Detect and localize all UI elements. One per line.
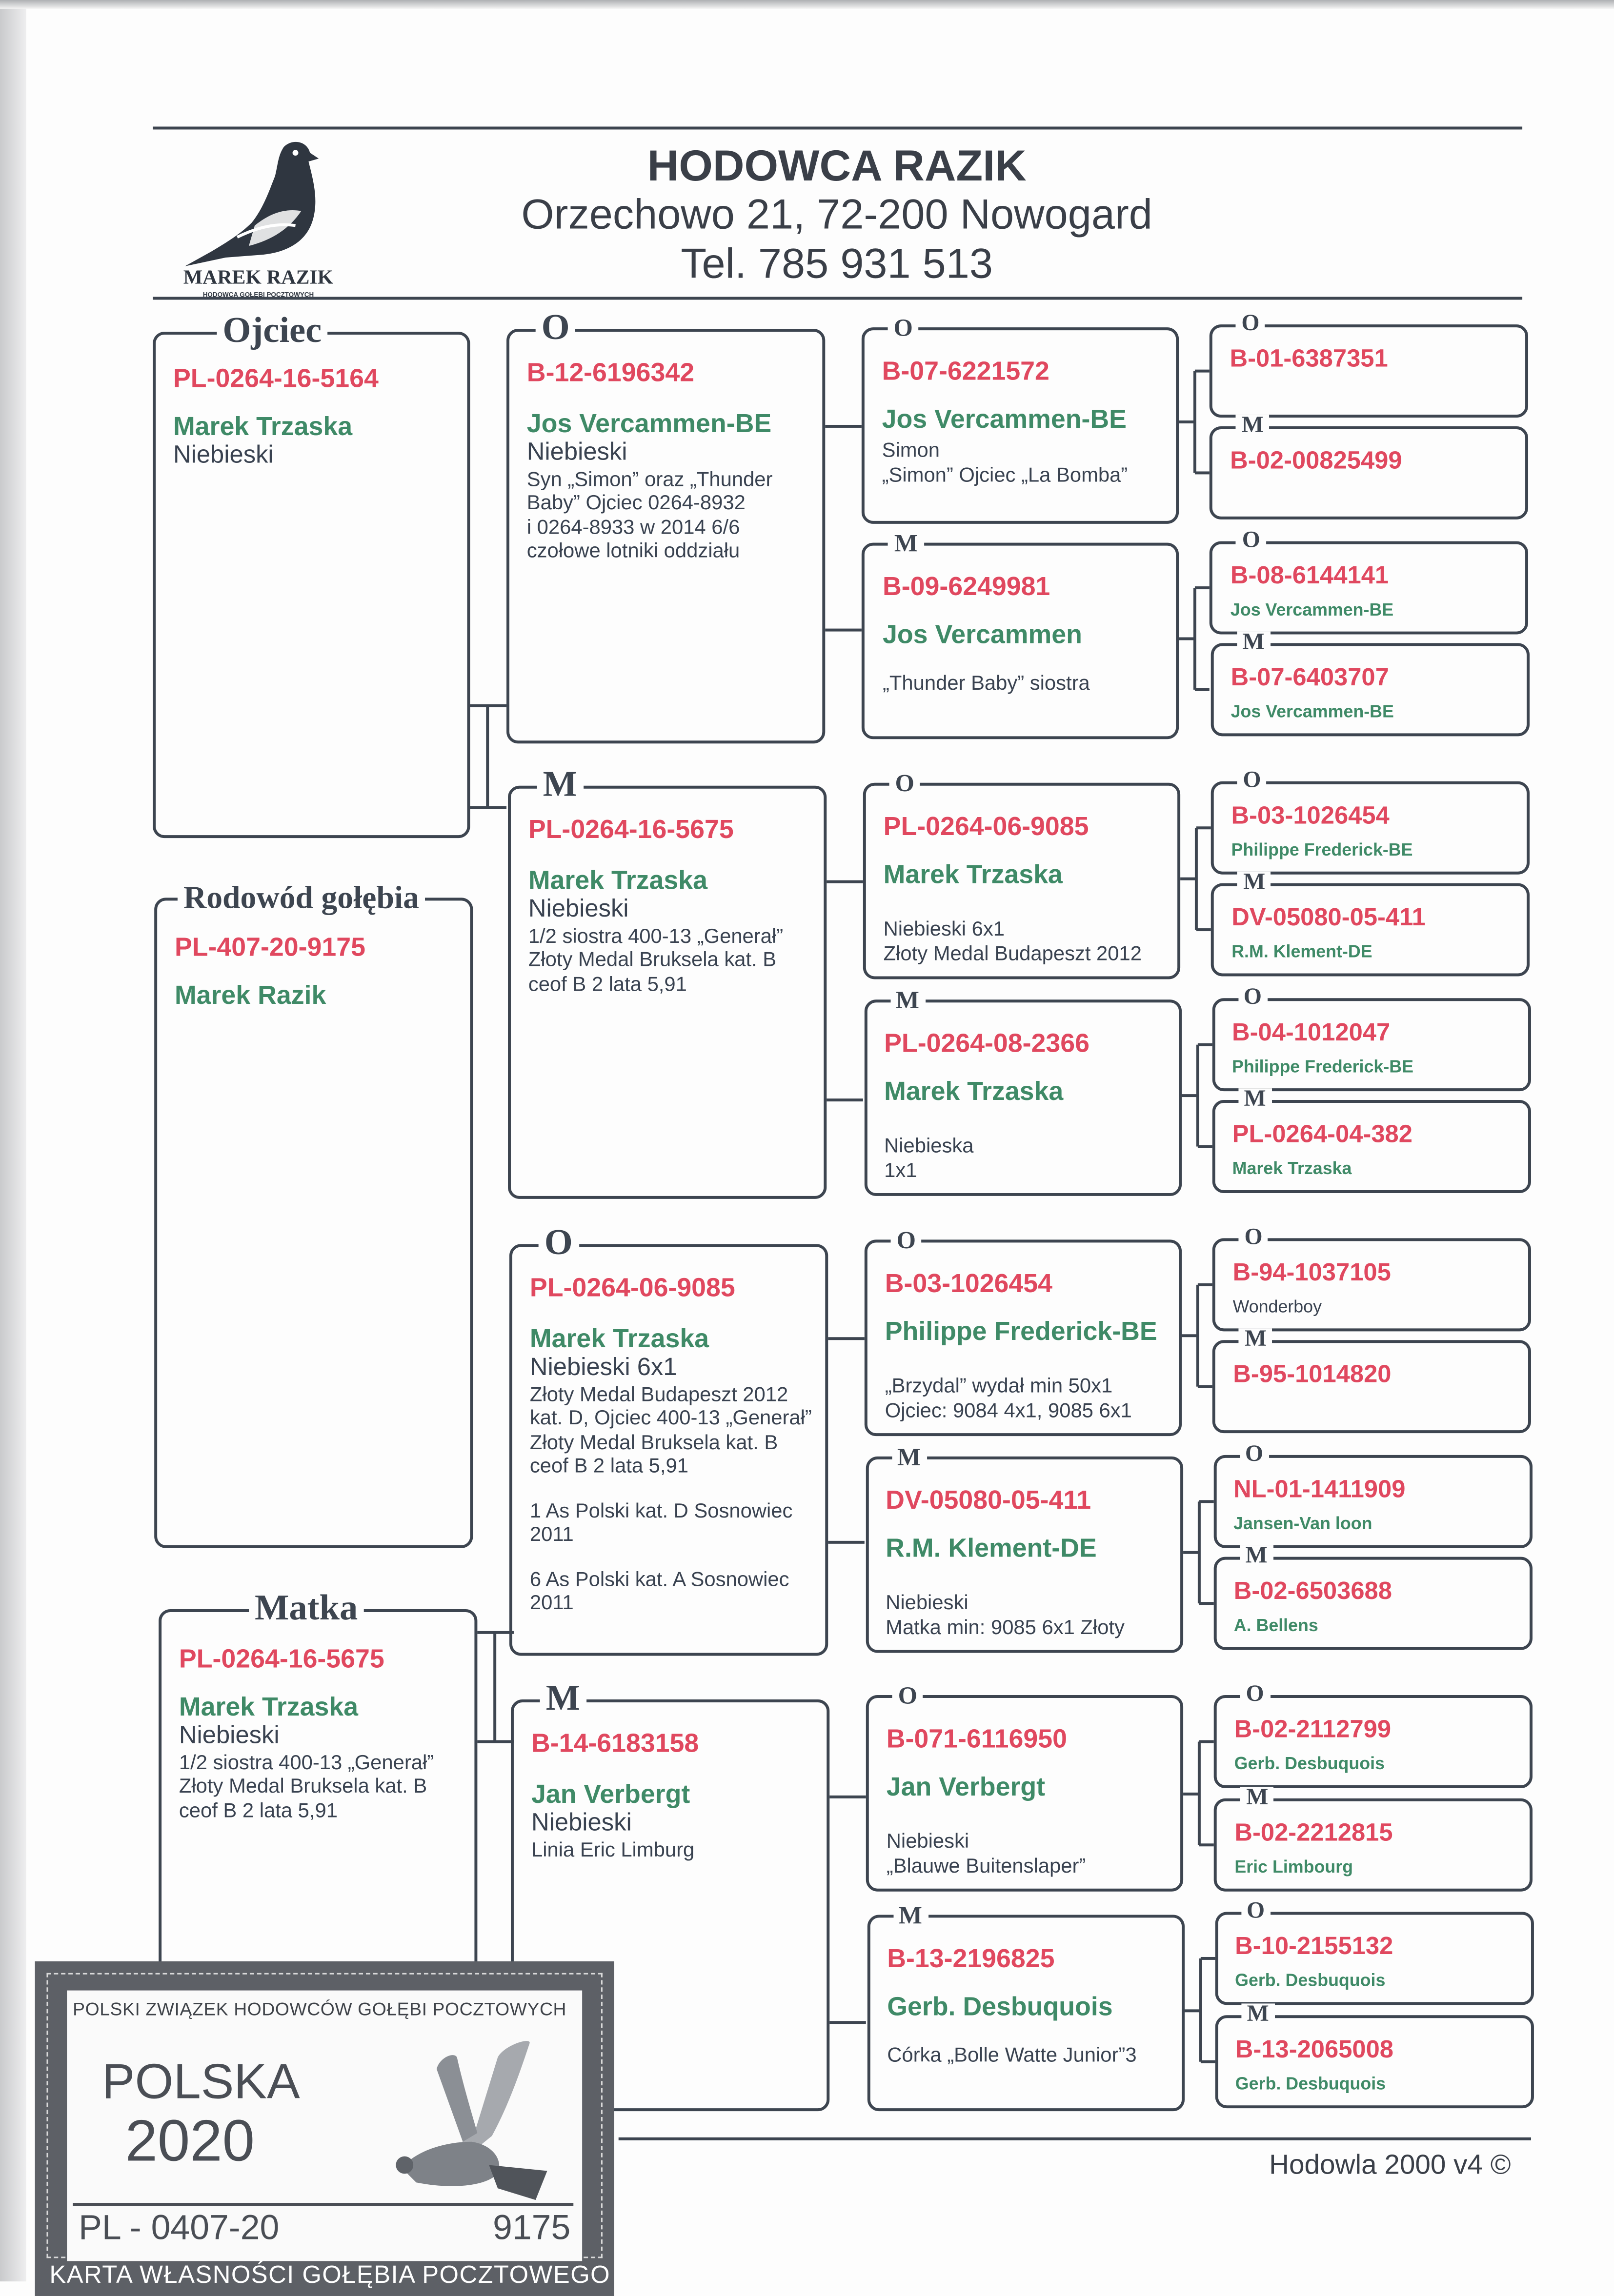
box-content <box>1232 1103 1522 1178</box>
note-paragraph <box>530 1567 820 1615</box>
box-content <box>882 330 1170 487</box>
relation-label: O <box>1240 1684 1270 1707</box>
note-line: Syn „Simon” oraz „Thunder <box>526 466 773 490</box>
relation-label: O <box>889 771 920 796</box>
ring-number: B-12-6196342 <box>526 358 695 387</box>
box-content <box>886 1459 1174 1639</box>
box-content <box>1235 2018 1525 2094</box>
note-line: 1/2 siostra 400-13 „Generał” <box>179 1750 434 1774</box>
relation-label: M <box>1240 1787 1274 1811</box>
connector-line <box>1193 371 1196 473</box>
note-paragraph <box>530 1498 820 1547</box>
breeder-logo <box>167 135 349 298</box>
relation-label: O <box>1239 1444 1269 1467</box>
connector-line <box>828 1541 865 1544</box>
connector-line <box>1196 928 1211 931</box>
note-line: ceof B 2 lata 5,91 <box>529 1454 688 1477</box>
connector-line <box>1184 2009 1200 2012</box>
box-content <box>1231 886 1521 962</box>
box-content <box>885 1242 1173 1422</box>
note-line: Złoty Medal Bruksela kat. B <box>528 947 777 971</box>
box-content <box>1233 1458 1523 1534</box>
breeder-address: Orzechowo 21, 72-200 Nowogard <box>521 192 1152 239</box>
connector-line <box>1200 1957 1215 1960</box>
great-grandparent-box <box>1213 1327 1532 1433</box>
ring-number: B-02-2112799 <box>1234 1715 1392 1743</box>
relation-label: O <box>891 1228 922 1253</box>
connector-line <box>1182 1334 1198 1337</box>
color-text: Niebieski <box>531 1808 632 1837</box>
ring-number: B-09-6249981 <box>883 572 1050 601</box>
connector-line <box>1195 370 1210 373</box>
box-content <box>1231 646 1521 721</box>
breeder-name: Marek Trzaska <box>884 1077 1064 1106</box>
relation-label: O <box>1241 1901 1271 1924</box>
note-line: Linia Eric Limburg <box>531 1837 695 1861</box>
note-line: „Thunder Baby” siostra <box>883 671 1090 694</box>
box-content <box>175 900 464 1011</box>
color-text: Niebieski 6x1 <box>529 1353 677 1381</box>
box-content <box>883 546 1171 696</box>
connector-line <box>1197 1145 1211 1148</box>
great-grandparent-box <box>1211 769 1530 875</box>
scan-edge <box>0 0 26 2281</box>
connector-line <box>1199 1843 1214 1846</box>
breeder-name: Jos Vercammen-BE <box>526 409 772 438</box>
note-line: Ojciec: 9084 4x1, 9085 6x1 <box>885 1398 1132 1421</box>
note-line: 2011 <box>529 1591 574 1614</box>
relation-label: Matka <box>249 1590 363 1627</box>
connector-line <box>1199 1740 1214 1743</box>
connector-line <box>1197 1501 1200 1603</box>
note-line: 1x1 <box>884 1158 917 1181</box>
ring-number: B-04-1012047 <box>1231 1018 1391 1046</box>
great-grandparent-box <box>1214 1682 1533 1788</box>
info-text: Philippe Frederick-BE <box>1231 1056 1413 1077</box>
great-grandparent-box <box>1211 870 1530 977</box>
card-ring-number: 9175 <box>493 2208 571 2248</box>
box-content <box>1234 1698 1524 1774</box>
parent-box-sire <box>506 308 825 743</box>
header-bottom-rule <box>153 297 1522 300</box>
notes <box>884 1134 1172 1182</box>
relation-label: M <box>1240 1546 1273 1569</box>
note-line: Matka min: 9085 6x1 Złoty <box>886 1615 1125 1638</box>
relation-label: M <box>891 1444 927 1469</box>
great-grandparent-box <box>1210 414 1528 519</box>
relation-label: O <box>536 310 576 346</box>
breeder-name: Jan Verbergt <box>886 1772 1046 1801</box>
relation-label: O <box>1239 1227 1269 1251</box>
relation-label: M <box>1236 415 1270 439</box>
connector-line <box>1195 1045 1198 1147</box>
ring-number: B-13-2065008 <box>1235 2036 1394 2063</box>
breeder-name: Marek Trzaska <box>528 865 708 895</box>
ring-number: PL-0264-16-5164 <box>173 363 379 393</box>
connector-line <box>827 880 864 883</box>
connector-line <box>830 2021 867 2024</box>
notes <box>886 1590 1174 1639</box>
great-grandparent-box <box>1210 630 1529 736</box>
note-paragraph <box>528 923 818 996</box>
relation-label: M <box>893 1903 928 1928</box>
box-content <box>1231 784 1521 860</box>
ring-number: B-95-1014820 <box>1233 1360 1392 1388</box>
connector-line <box>1180 878 1196 880</box>
grandparent-box <box>865 1443 1182 1653</box>
info-text: Wonderboy <box>1232 1296 1322 1317</box>
great-grandparent-box <box>1212 1225 1531 1331</box>
color-text: Niebieski <box>173 440 274 469</box>
info-text: Philippe Frederick-BE <box>1231 839 1413 860</box>
ring-number: B-07-6403707 <box>1231 663 1389 691</box>
great-grandparent-box <box>1210 528 1529 635</box>
note-line: Córka „Bolle Watte Junior”3 <box>887 2042 1137 2066</box>
breeder-name: Philippe Frederick-BE <box>885 1317 1157 1346</box>
note-paragraph <box>530 1382 820 1478</box>
note-line: Niebieski 6x1 <box>883 917 1005 940</box>
parent-box-dam <box>508 765 827 1199</box>
note-line: i 0264-8933 w 2014 6/6 <box>526 515 740 538</box>
card-caption: KARTA WŁASNOŚCI GOŁĘBIA POCZTOWEGO <box>49 2261 611 2289</box>
note-paragraph <box>527 467 817 563</box>
note-line: Niebieska <box>884 1133 974 1157</box>
sire-box <box>153 311 470 838</box>
relation-label: M <box>1239 1329 1272 1353</box>
grandparent-box <box>866 1681 1183 1892</box>
connector-line <box>1179 420 1195 423</box>
info-text: A. Bellens <box>1233 1615 1318 1636</box>
breeder-name: Marek Trzaska <box>883 859 1063 889</box>
ring-number: B-14-6183158 <box>531 1728 699 1758</box>
relation-label: M <box>890 988 925 1013</box>
box-content <box>1234 1801 1524 1877</box>
ring-number: B-02-2212815 <box>1234 1818 1393 1847</box>
relation-label: M <box>1237 632 1271 656</box>
ring-number: B-071-6116950 <box>886 1724 1067 1754</box>
note-line: Złoty Medal Budapeszt 2012 <box>883 941 1142 965</box>
ring-number: PL-407-20-9175 <box>174 933 365 962</box>
ring-number: PL-0264-06-9085 <box>529 1273 735 1302</box>
connector-line <box>1195 688 1210 691</box>
box-content <box>528 789 818 1016</box>
connector-line <box>1180 637 1196 640</box>
connector-line <box>1196 1285 1199 1387</box>
great-grandparent-box <box>1213 1442 1532 1548</box>
box-content <box>1230 429 1520 476</box>
connector-line <box>1196 826 1211 829</box>
notes <box>882 438 1170 487</box>
connector-line <box>826 629 862 632</box>
ring-number: B-01-6387351 <box>1230 344 1388 373</box>
box-content <box>179 1612 469 1822</box>
box-content <box>531 1702 821 1881</box>
info-text: Jansen-Van loon <box>1233 1513 1372 1534</box>
relation-label: M <box>1237 872 1271 896</box>
grandparent-box <box>862 314 1179 524</box>
connector-line <box>1200 2060 1215 2063</box>
great-grandparent-box <box>1214 1899 1533 2005</box>
note-line: Złoty Medal Budapeszt 2012 <box>529 1381 788 1405</box>
grandparent-box <box>862 529 1179 739</box>
connector-line <box>1199 1958 1202 2062</box>
connector-line <box>1198 1602 1213 1605</box>
ring-number: NL-01-1411909 <box>1233 1475 1406 1503</box>
ring-number: B-02-6503688 <box>1233 1577 1392 1605</box>
ring-number: DV-05080-05-411 <box>1231 903 1426 932</box>
breeder-name: Jos Vercammen <box>883 619 1082 649</box>
relation-label: M <box>1238 1089 1272 1112</box>
relation-label: O <box>1237 770 1267 794</box>
info-text: Eric Limbourg <box>1234 1857 1353 1877</box>
header-top-rule <box>153 127 1522 130</box>
note-line: „Blauwe Buitenslaper” <box>886 1853 1086 1877</box>
breeder-name: Marek Trzaska <box>529 1324 709 1354</box>
card-rule <box>73 2203 573 2206</box>
pigeon-logo-icon <box>167 135 349 269</box>
card-ring-prefix: PL - 0407-20 <box>79 2208 280 2248</box>
great-grandparent-box <box>1211 985 1530 1091</box>
note-line: ceof B 2 lata 5,91 <box>528 971 687 995</box>
relation-label: M <box>888 531 924 556</box>
connector-line <box>1194 588 1197 690</box>
dam-box <box>159 1589 477 1982</box>
breeder-name: Marek Trzaska <box>173 412 353 441</box>
card-country: POLSKA <box>101 2054 300 2110</box>
info-text: Jos Vercammen-BE <box>1231 701 1394 722</box>
connector-line <box>1198 1283 1212 1286</box>
connector-line <box>827 1098 864 1101</box>
great-grandparent-box <box>1210 312 1528 418</box>
box-content <box>1233 1241 1523 1317</box>
ownership-card <box>35 1961 614 2296</box>
card-year: 2020 <box>125 2110 255 2174</box>
box-content <box>887 1698 1175 1878</box>
connector-line <box>1183 1792 1199 1795</box>
breeder-name: R.M. Klement-DE <box>886 1533 1097 1563</box>
note-paragraph <box>531 1837 821 1861</box>
note-line: kat. D, Ojciec 400-13 „Generał” <box>529 1406 812 1429</box>
grandparent-box <box>867 1901 1184 2111</box>
note-line: czołowe lotniki oddziału <box>526 539 740 562</box>
relation-label: O <box>888 316 919 340</box>
box-content <box>887 1917 1175 2067</box>
connector-line <box>493 1633 496 1742</box>
breeder-name: Gerb. Desbuquois <box>887 1992 1113 2021</box>
connector-line <box>1195 471 1210 474</box>
box-content <box>527 332 817 583</box>
connector-line <box>1198 1500 1213 1503</box>
breeder-name: Marek Trzaska <box>179 1692 359 1721</box>
ring-number: B-02-00825499 <box>1230 446 1402 475</box>
relation-label: Rodowód gołębia <box>178 881 425 914</box>
ring-number: B-13-2196825 <box>887 1944 1055 1973</box>
info-text: Marek Trzaska <box>1232 1158 1352 1179</box>
box-content <box>1235 1915 1525 1990</box>
box-content <box>1231 544 1520 620</box>
ring-number: B-94-1037105 <box>1232 1258 1391 1286</box>
ring-number: PL-0264-16-5675 <box>179 1644 384 1674</box>
relation-label: O <box>1235 314 1265 337</box>
color-text: Niebieski <box>526 438 627 466</box>
note-line: Simon <box>882 438 940 461</box>
connector-line <box>826 425 862 428</box>
box-content <box>1232 1001 1522 1077</box>
logo-subtitle: HODOWCA GOŁĘBI POCZTOWYCH <box>202 291 314 299</box>
box-content <box>884 1002 1172 1182</box>
ring-number: DV-05080-05-411 <box>886 1485 1091 1515</box>
note-line: 6 As Polski kat. A Sosnowiec <box>529 1566 789 1590</box>
ring-number: B-03-1026454 <box>1231 801 1390 830</box>
connector-line <box>1198 1385 1212 1388</box>
note-line: Niebieski <box>886 1829 969 1853</box>
card-face <box>67 1991 582 2261</box>
notes <box>884 917 1172 965</box>
ring-number: PL-0264-04-382 <box>1232 1120 1412 1148</box>
relation-label: M <box>540 1680 586 1717</box>
card-association: POLSKI ZWIĄZEK HODOWCÓW GOŁĘBI POCZTOWYCH <box>73 1999 567 2020</box>
notes <box>885 1374 1173 1422</box>
color-text: Niebieski <box>528 895 629 923</box>
scan-edge-top <box>0 0 1614 9</box>
great-grandparent-box <box>1215 2002 1533 2108</box>
relation-label: M <box>1241 2004 1275 2028</box>
box-content <box>1230 327 1519 374</box>
breeder-phone: Tel. 785 931 513 <box>681 241 993 288</box>
breeder-name: Jan Verbergt <box>531 1779 690 1809</box>
breeder-title: HODOWCA RAZIK <box>647 142 1027 191</box>
ring-number: PL-0264-16-5675 <box>528 815 734 844</box>
info-text: Gerb. Desbuquois <box>1235 2073 1386 2094</box>
note-line: „Simon” Ojciec „La Bomba” <box>882 462 1128 486</box>
notes <box>887 2043 1175 2067</box>
great-grandparent-box <box>1212 1087 1531 1193</box>
info-text: R.M. Klement-DE <box>1231 941 1372 962</box>
info-text: Gerb. Desbuquois <box>1235 1970 1386 1991</box>
connector-line <box>1197 1043 1211 1046</box>
footer-rule <box>619 2137 1531 2140</box>
connector-line <box>1198 1741 1201 1845</box>
note-line: Baby” Ojciec 0264-8932 <box>526 490 746 514</box>
relation-label: O <box>539 1225 579 1262</box>
note-line: Złoty Medal Bruksela kat. B <box>179 1774 427 1797</box>
ring-number: PL-0264-08-2366 <box>884 1028 1089 1058</box>
ring-number: B-08-6144141 <box>1230 561 1389 590</box>
color-text: Niebieski <box>179 1721 280 1749</box>
grandparent-box <box>864 986 1181 1196</box>
relation-label: O <box>892 1683 923 1708</box>
ring-number: B-10-2155132 <box>1235 1932 1393 1960</box>
connector-line <box>1195 828 1198 930</box>
box-content <box>530 1247 820 1635</box>
notes <box>887 1829 1175 1877</box>
note-line: 1/2 siostra 400-13 „Generał” <box>528 923 784 947</box>
flying-pigeon-icon <box>358 2025 562 2229</box>
grandparent-box <box>865 1226 1182 1436</box>
note-line: Niebieski <box>886 1590 968 1614</box>
relation-label: M <box>537 767 583 803</box>
ring-number: B-07-6221572 <box>882 356 1049 386</box>
notes <box>883 671 1171 695</box>
great-grandparent-box <box>1214 1786 1533 1892</box>
breeder-name: Jos Vercammen-BE <box>882 404 1127 434</box>
info-text: Jos Vercammen-BE <box>1230 599 1394 620</box>
relation-label: Ojciec <box>217 313 327 349</box>
box-content <box>884 786 1172 966</box>
connector-line <box>828 1337 865 1340</box>
box-content <box>1233 1343 1523 1389</box>
note-line: „Brzydal” wydał min 50x1 <box>885 1373 1113 1397</box>
connector-line <box>1181 1094 1197 1097</box>
ring-number: B-03-1026454 <box>885 1269 1053 1298</box>
note-line: ceof B 2 lata 5,91 <box>179 1797 338 1821</box>
great-grandparent-box <box>1213 1544 1532 1650</box>
software-credit: Hodowla 2000 v4 © <box>1269 2150 1511 2181</box>
note-line: Złoty Medal Bruksela kat. B <box>529 1430 778 1454</box>
grandparent-box <box>863 769 1180 979</box>
connector-line <box>830 1796 867 1798</box>
box-content <box>173 335 462 469</box>
box-content <box>1234 1560 1524 1636</box>
parent-box-sire <box>509 1223 828 1656</box>
logo-name: MAREK RAZIK <box>183 267 334 290</box>
note-line: 1 As Polski kat. D Sosnowiec <box>529 1498 793 1522</box>
connector-line <box>1183 1551 1199 1554</box>
connector-line <box>486 706 489 808</box>
subject-pigeon-box <box>154 878 473 1548</box>
relation-label: O <box>1236 530 1266 554</box>
connector-line <box>1195 586 1210 589</box>
breeder-name: Marek Razik <box>174 980 326 1010</box>
ring-number: PL-0264-06-9085 <box>883 812 1089 841</box>
info-text: Gerb. Desbuquois <box>1234 1753 1385 1774</box>
relation-label: O <box>1238 987 1268 1011</box>
note-line: 2011 <box>529 1522 574 1546</box>
